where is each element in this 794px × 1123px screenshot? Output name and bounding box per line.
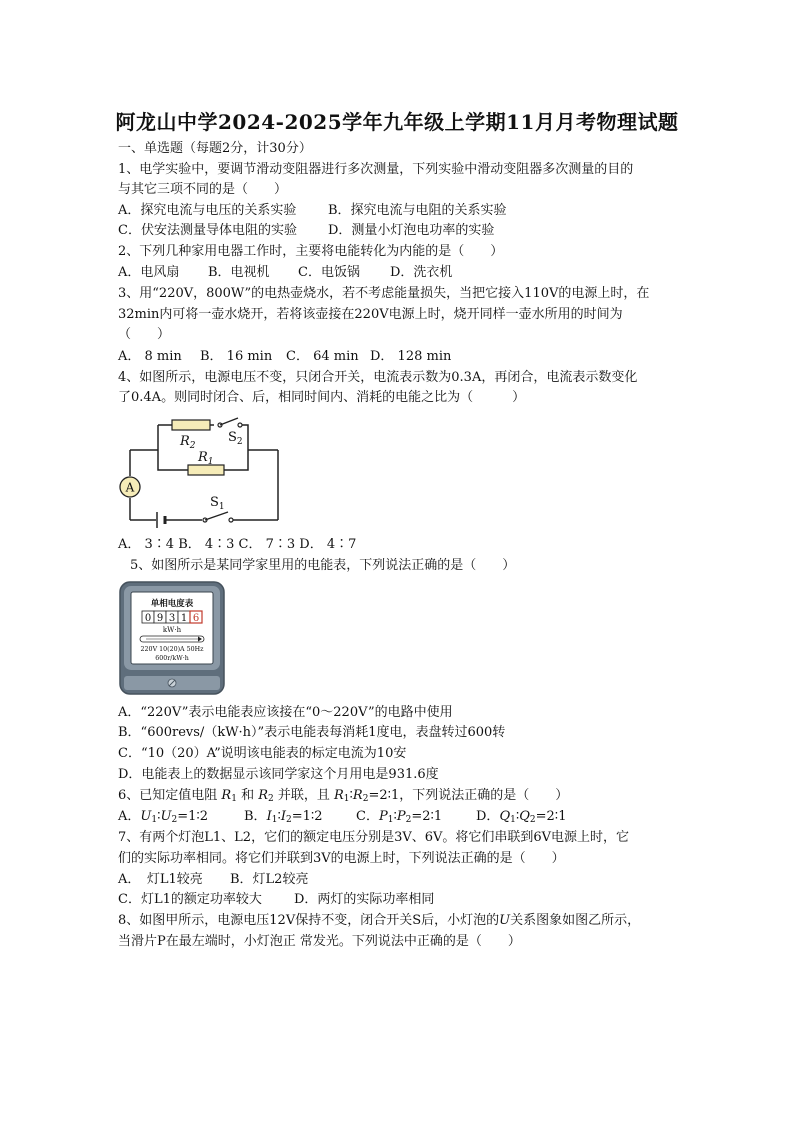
question-1-stem: 1、电学实验中，要调节滑动变阻器进行多次测量，下列实验中滑动变阻器多次测量的目的 [118,162,634,177]
option-c: C．伏安法测量导体电阻的实验 [118,223,297,238]
option-d: D．测量小灯泡电功率的实验 [328,223,495,238]
meter-disc-icon [140,636,204,642]
option-c: C．灯L1的额定功率较大 [118,892,262,907]
resistor-r1 [188,465,224,475]
ammeter-label: A [125,480,135,495]
option-d: D．$Q_1∶Q_2=2∶1$ [476,809,567,825]
question-5-stem: 5、如图所示是某同学家里用的电能表，下列说法正确的是（ ） [130,558,516,573]
question-4-stem-cont: 了0.4A。则同时闭合、后，相同时间内、消耗的电能之比为（ ） [118,390,526,405]
question-2-stem: 2、下列几种家用电器工作时，主要将电能转化为内能的是（ ） [118,244,504,259]
circuit-diagram [110,410,290,535]
question-3-options [118,348,451,366]
meter-spec-rating: 220V 10(20)A 50Hz [140,646,204,653]
resistor-r2 [172,420,210,430]
question-6-options [118,808,566,829]
meter-digit-decimal: 6 [192,613,200,624]
question-1-options-row1 [118,202,507,220]
question-3-stem: 3、用“220V，800W”的电热壶烧水，若不考虑能量损失，当把它接入110V的电源上时，在 [118,286,650,301]
meter-digit: 3 [168,613,176,624]
meter-spec-revs: 600r/kW·h [155,655,189,662]
option-b: B． 16 min [200,349,273,364]
question-5-option-c: C．“10（20）A”说明该电能表的标定电流为10安 [118,746,407,761]
option-c: C．电饭锅 [298,265,360,280]
option-a: A． 灯L1较亮 [118,872,203,887]
question-1-stem-cont: 与其它三项不同的是（ ） [118,182,288,197]
question-5-option-b: B．“600revs/（kW·h）”表示电能表每消耗1度电，表盘转过600转 [118,725,506,740]
option-b: B．探究电流与电阻的关系实验 [328,203,507,218]
question-5-option-d: D．电能表上的数据显示该同学家这个月用电是931.6度 [118,767,439,782]
meter-digit: 1 [180,613,188,624]
question-8-stem-cont: 当滑片P在最左端时，小灯泡正 常发光。下列说法中正确的是（ ） [118,934,521,949]
option-a: A． 8 min [118,349,182,364]
section-heading: 一、单选题（每题2分，计30分） [118,141,312,156]
option-a: A．探究电流与电压的关系实验 [118,203,297,218]
ammeter-icon [120,477,140,497]
page-title: 阿龙山中学2024-2025学年九年级上学期11月月考物理试题 [115,110,679,134]
question-3-stem-cont: 32min内可将一壶水烧开，若将该壶接在220V电源上时，烧开同样一壶水所用的时间为 [118,307,623,322]
battery-icon [157,512,165,528]
meter-digit: 9 [156,613,164,624]
label-s1: $S_1$ [210,495,225,512]
question-8-stem: 8、如图甲所示，电源电压12V保持不变，闭合开关S后，小灯泡的U关系图象如图乙所示， [118,913,641,928]
option-c: C． 64 min [286,349,359,364]
question-4-stem: 4、如图所示，电源电压不变，只闭合开关，电流表示数为0.3A，再闭合，电流表示数变化 [118,370,638,385]
meter-screw-icon [168,679,176,687]
question-5-option-a: A．“220V”表示电能表应该接在“0～220V”的电路中使用 [118,705,453,720]
option-d: D．两灯的实际功率相同 [294,892,435,907]
option-a: A．电风扇 [118,265,180,280]
label-s2: $S_2$ [228,430,243,447]
question-7-stem-cont: 们的实际功率相同。将它们并联到3V的电源上时，下列说法正确的是（ ） [118,851,565,866]
meter-title: 单相电度表 [150,599,194,609]
label-r2: $R_2$ [180,434,196,451]
question-7-stem: 7、有两个灯泡L1、L2，它们的额定电压分别是3V、6V。将它们串联到6V电源上时，它 [118,830,630,845]
question-7-options-row1 [118,871,308,889]
option-a: A．$U_1∶U_2=1∶2$ [118,809,209,825]
electric-meter [118,580,226,698]
switch-s1 [202,512,233,526]
question-6-stem: 6、已知定值电阻 $R_1$ 和 $R_2$ 并联，且 $R_1∶R_2=2∶1$，下列说法正确的是（ ） [118,788,569,804]
option-c: C．$P_1∶P_2=2∶1$ [356,809,443,825]
option-d: D． 128 min [370,349,452,364]
question-1-options-row2 [118,222,494,240]
question-4-options: A． 3∶4 B． 4∶3 C． 7∶3 D． 4∶7 [118,537,357,552]
option-d: D．洗衣机 [390,265,453,280]
option-b: B．电视机 [208,265,270,280]
meter-unit: kW·h [162,626,182,634]
option-b: B．灯L2较亮 [230,872,309,887]
question-2-options [118,264,452,282]
meter-digits [142,611,202,624]
question-7-options-row2 [118,891,434,909]
question-3-stem-cont2: （ ） [118,327,171,342]
option-b: B．$I_1∶I_2=1∶2$ [244,809,323,825]
label-r1: $R_1$ [198,450,214,467]
switch-s2 [214,418,242,430]
meter-digit: 0 [144,613,152,624]
